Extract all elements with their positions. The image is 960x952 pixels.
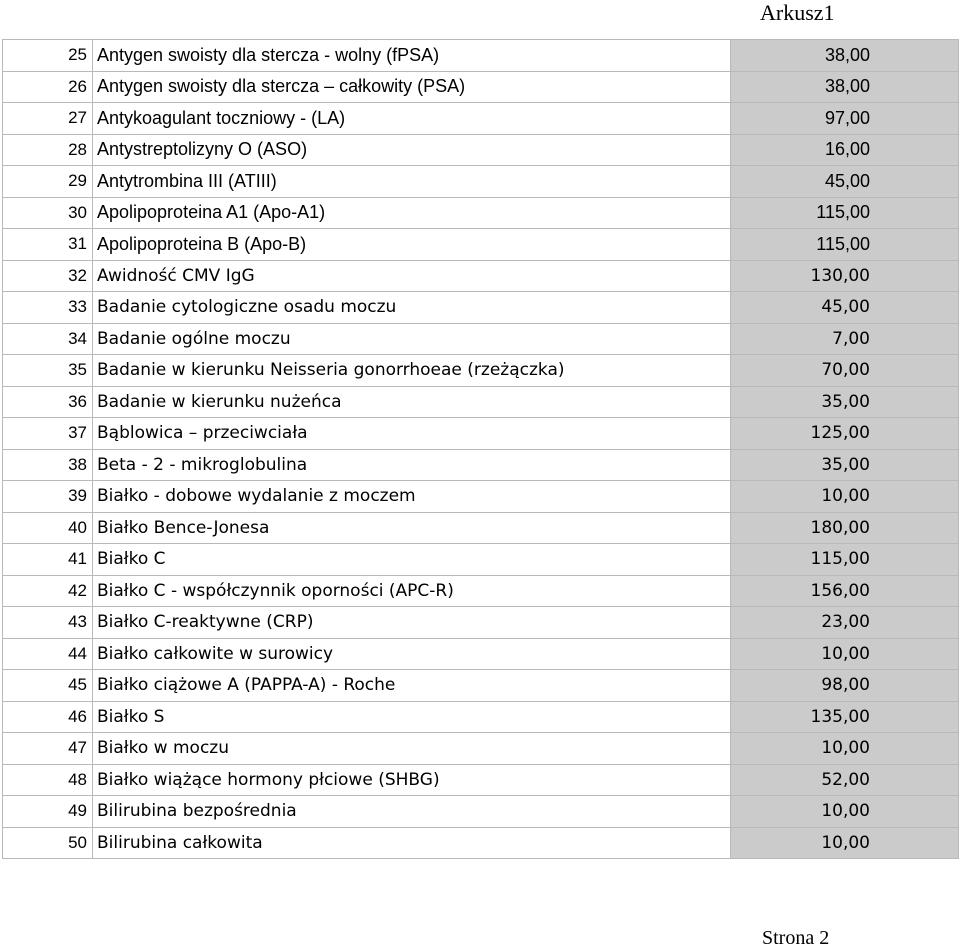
test-price: 7,00 — [731, 323, 959, 355]
table-row — [3, 418, 959, 450]
table-row — [3, 355, 959, 387]
test-price: 23,00 — [731, 607, 959, 639]
row-number: 27 — [3, 103, 93, 135]
test-name: Bąblowica – przeciwciała — [93, 418, 731, 450]
test-price: 135,00 — [731, 701, 959, 733]
test-price: 125,00 — [731, 418, 959, 450]
test-price: 98,00 — [731, 670, 959, 702]
test-name: Bilirubina bezpośrednia — [93, 796, 731, 828]
test-name: Białko wiążące hormony płciowe (SHBG) — [93, 764, 731, 796]
test-name: Antykoagulant toczniowy - (LA) — [93, 103, 731, 135]
table-row — [3, 607, 959, 639]
row-number: 34 — [3, 323, 93, 355]
test-name: Badanie w kierunku nużeńca — [93, 386, 731, 418]
row-number: 45 — [3, 670, 93, 702]
table-row — [3, 827, 959, 859]
price-table — [2, 39, 959, 859]
table-row — [3, 71, 959, 103]
row-number: 35 — [3, 355, 93, 387]
test-price: 10,00 — [731, 796, 959, 828]
row-number: 33 — [3, 292, 93, 324]
row-number: 42 — [3, 575, 93, 607]
test-name: Badanie cytologiczne osadu moczu — [93, 292, 731, 324]
row-number: 40 — [3, 512, 93, 544]
row-number: 38 — [3, 449, 93, 481]
test-price: 130,00 — [731, 260, 959, 292]
test-name: Białko C — [93, 544, 731, 576]
test-name: Awidność CMV IgG — [93, 260, 731, 292]
table-row — [3, 292, 959, 324]
row-number: 50 — [3, 827, 93, 859]
row-number: 37 — [3, 418, 93, 450]
table-row — [3, 512, 959, 544]
row-number: 25 — [3, 40, 93, 72]
test-name: Antygen swoisty dla stercza - wolny (fPSA) — [93, 40, 731, 72]
table-row — [3, 386, 959, 418]
table-row — [3, 544, 959, 576]
row-number: 49 — [3, 796, 93, 828]
test-price: 10,00 — [731, 733, 959, 765]
test-price: 52,00 — [731, 764, 959, 796]
row-number: 28 — [3, 134, 93, 166]
table-row — [3, 134, 959, 166]
test-price: 10,00 — [731, 481, 959, 513]
test-name: Antygen swoisty dla stercza – całkowity (PSA) — [93, 71, 731, 103]
test-name: Antystreptolizyny O (ASO) — [93, 134, 731, 166]
table-row — [3, 701, 959, 733]
row-number: 44 — [3, 638, 93, 670]
test-name: Białko w moczu — [93, 733, 731, 765]
test-price: 38,00 — [731, 40, 959, 72]
row-number: 47 — [3, 733, 93, 765]
test-price: 115,00 — [731, 229, 959, 261]
row-number: 26 — [3, 71, 93, 103]
table-row — [3, 796, 959, 828]
table-row — [3, 260, 959, 292]
test-name: Białko C-reaktywne (CRP) — [93, 607, 731, 639]
test-price: 10,00 — [731, 638, 959, 670]
row-number: 41 — [3, 544, 93, 576]
row-number: 48 — [3, 764, 93, 796]
test-name: Białko ciążowe A (PAPPA-A) - Roche — [93, 670, 731, 702]
test-name: Białko Bence-Jonesa — [93, 512, 731, 544]
test-price: 45,00 — [731, 292, 959, 324]
test-name: Białko C - współczynnik oporności (APC-R) — [93, 575, 731, 607]
table-row — [3, 449, 959, 481]
table-row — [3, 197, 959, 229]
test-price: 45,00 — [731, 166, 959, 198]
table-row — [3, 670, 959, 702]
table-row — [3, 575, 959, 607]
test-price: 10,00 — [731, 827, 959, 859]
sheet-title: Arkusz1 — [760, 0, 835, 25]
table-row — [3, 229, 959, 261]
row-number: 43 — [3, 607, 93, 639]
table-body — [3, 40, 959, 859]
page-footer: Strona 2 — [762, 927, 830, 949]
row-number: 36 — [3, 386, 93, 418]
table-row — [3, 166, 959, 198]
test-name: Antytrombina III (ATIII) — [93, 166, 731, 198]
test-price: 180,00 — [731, 512, 959, 544]
test-name: Badanie w kierunku Neisseria gonorrhoeae (rzeżączka) — [93, 355, 731, 387]
test-name: Białko S — [93, 701, 731, 733]
test-name: Apolipoproteina A1 (Apo-A1) — [93, 197, 731, 229]
test-price: 70,00 — [731, 355, 959, 387]
test-price: 156,00 — [731, 575, 959, 607]
row-number: 46 — [3, 701, 93, 733]
test-price: 16,00 — [731, 134, 959, 166]
table-row — [3, 638, 959, 670]
row-number: 31 — [3, 229, 93, 261]
row-number: 39 — [3, 481, 93, 513]
row-number: 29 — [3, 166, 93, 198]
test-price: 115,00 — [731, 197, 959, 229]
test-price: 38,00 — [731, 71, 959, 103]
table-row — [3, 481, 959, 513]
test-name: Apolipoproteina B (Apo-B) — [93, 229, 731, 261]
table-row — [3, 323, 959, 355]
table-row — [3, 40, 959, 72]
row-number: 30 — [3, 197, 93, 229]
row-number: 32 — [3, 260, 93, 292]
table-row — [3, 764, 959, 796]
test-name: Białko całkowite w surowicy — [93, 638, 731, 670]
test-name: Beta - 2 - mikroglobulina — [93, 449, 731, 481]
test-name: Badanie ogólne moczu — [93, 323, 731, 355]
test-price: 97,00 — [731, 103, 959, 135]
table-row — [3, 103, 959, 135]
test-price: 35,00 — [731, 449, 959, 481]
test-name: Białko - dobowe wydalanie z moczem — [93, 481, 731, 513]
table-row — [3, 733, 959, 765]
test-name: Bilirubina całkowita — [93, 827, 731, 859]
test-price: 115,00 — [731, 544, 959, 576]
test-price: 35,00 — [731, 386, 959, 418]
